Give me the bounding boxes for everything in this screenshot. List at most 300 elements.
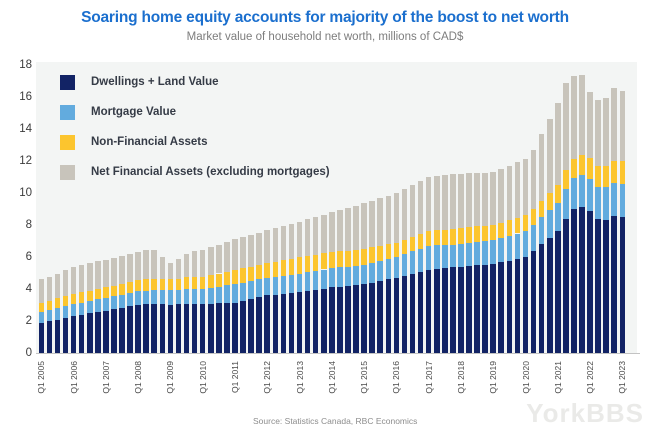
bar-segment-3	[394, 193, 400, 243]
bar-segment-2	[539, 201, 545, 218]
legend-item-mortgage	[60, 104, 380, 120]
bar-segment-2	[426, 231, 432, 245]
bar-segment-0	[151, 304, 157, 353]
bar-segment-3	[248, 235, 254, 266]
bar-segment-1	[305, 272, 311, 291]
bar-segment-1	[297, 274, 303, 292]
bar-segment-3	[321, 215, 327, 254]
bar-segment-2	[620, 161, 626, 184]
bar-segment-2	[563, 170, 569, 189]
bar-segment-0	[353, 285, 359, 353]
bar-segment-2	[95, 289, 101, 299]
bar-segment-2	[377, 246, 383, 261]
bar-segment-3	[151, 250, 157, 279]
bar-segment-1	[410, 251, 416, 273]
bar-segment-2	[103, 287, 109, 297]
bar-segment-2	[386, 244, 392, 259]
bar-segment-1	[160, 290, 166, 304]
bar-segment-0	[192, 304, 198, 353]
bar-segment-2	[507, 220, 513, 236]
bar-segment-0	[329, 287, 335, 353]
bar-segment-1	[394, 257, 400, 278]
bar-segment-2	[119, 284, 125, 295]
bar-segment-1	[119, 295, 125, 308]
bar-segment-2	[240, 268, 246, 282]
bar-segment-1	[256, 279, 262, 297]
bar-segment-0	[321, 289, 327, 353]
bar-segment-1	[482, 241, 488, 265]
bar-segment-1	[402, 254, 408, 276]
bar-segment-0	[232, 303, 238, 353]
legend-swatch-non-financial	[60, 135, 75, 150]
bar-segment-0	[490, 264, 496, 353]
bar-segment-2	[418, 234, 424, 248]
bar-segment-0	[474, 265, 480, 353]
bar-segment-1	[208, 288, 214, 304]
bar-segment-2	[523, 215, 529, 231]
bar-segment-3	[490, 172, 496, 225]
bar-segment-2	[345, 251, 351, 267]
bar-segment-3	[498, 169, 504, 223]
bar-segment-2	[184, 277, 190, 289]
bar-segment-1	[216, 287, 222, 304]
bar-segment-0	[248, 299, 254, 353]
bar-segment-2	[264, 263, 270, 277]
bar-segment-2	[176, 279, 182, 290]
bar-segment-1	[595, 187, 601, 220]
bar-segment-2	[547, 193, 553, 210]
legend	[60, 74, 380, 194]
bar-segment-2	[587, 158, 593, 179]
bar-segment-2	[482, 226, 488, 241]
legend-label: Mortgage Value	[91, 106, 176, 118]
bar-segment-3	[184, 254, 190, 278]
bar-segment-2	[55, 298, 61, 308]
bar-segment-3	[95, 261, 101, 289]
bar-segment-2	[39, 303, 45, 313]
bar-segment-3	[515, 162, 521, 217]
bar-segment-3	[305, 219, 311, 255]
bar-segment-3	[450, 174, 456, 228]
bar-segment-2	[603, 166, 609, 188]
bar-segment-2	[273, 262, 279, 277]
bar-segment-3	[603, 98, 609, 166]
bar-segment-0	[264, 295, 270, 353]
bar-segment-1	[87, 301, 93, 313]
watermark: YorkBBS	[526, 398, 644, 428]
bar-segment-2	[321, 253, 327, 269]
bar-segment-3	[313, 217, 319, 255]
bar-segment-3	[208, 247, 214, 275]
bar-segment-3	[297, 222, 303, 257]
bar-segment-3	[176, 259, 182, 278]
x-tick-label: Q1 2011	[229, 361, 240, 393]
bar-segment-1	[474, 242, 480, 265]
bar-segment-3	[256, 233, 262, 265]
bar-segment-3	[281, 226, 287, 260]
bar-segment-3	[273, 228, 279, 262]
bar-segment-1	[337, 267, 343, 286]
bar-segment-1	[200, 289, 206, 304]
x-tick-label: Q1 2014	[326, 361, 337, 394]
bar-segment-0	[240, 301, 246, 353]
bar-segment-0	[442, 268, 448, 353]
bar-segment-3	[289, 224, 295, 259]
bar-segment-0	[39, 323, 45, 353]
bar-segment-3	[337, 210, 343, 251]
bar-segment-0	[466, 266, 472, 353]
y-tick-label: 16	[19, 91, 32, 103]
legend-label: Dwellings + Land Value	[91, 76, 219, 88]
bar-segment-0	[402, 276, 408, 353]
bar-segment-3	[345, 208, 351, 251]
bar-segment-1	[345, 267, 351, 286]
bar-segment-1	[248, 281, 254, 299]
bar-segment-2	[200, 277, 206, 289]
bar-segment-2	[410, 237, 416, 251]
bar-segment-2	[434, 230, 440, 245]
bar-segment-3	[63, 270, 69, 296]
bar-segment-0	[531, 251, 537, 353]
bar-segment-2	[611, 161, 617, 183]
bar-segment-2	[256, 265, 262, 279]
bar-segment-3	[192, 251, 198, 278]
bar-segment-2	[47, 301, 53, 311]
bar-segment-2	[143, 279, 149, 290]
bar-segment-3	[434, 176, 440, 230]
bar-segment-2	[281, 260, 287, 276]
bar-segment-2	[353, 250, 359, 266]
bar-segment-3	[47, 277, 53, 301]
bar-segment-0	[216, 303, 222, 353]
x-tick-label: Q1 2017	[423, 361, 434, 394]
bar-segment-0	[119, 308, 125, 353]
bar-segment-0	[426, 270, 432, 353]
x-tick-label: Q1 2010	[197, 361, 208, 394]
legend-swatch-net-financial	[60, 165, 75, 180]
bar-segment-3	[587, 92, 593, 158]
bar-segment-2	[232, 270, 238, 284]
bar-segment-3	[55, 274, 61, 299]
bar-segment-3	[595, 100, 601, 166]
bar-segment-3	[539, 134, 545, 201]
bar-segment-3	[418, 181, 424, 234]
bar-segment-0	[410, 274, 416, 353]
bar-segment-0	[103, 311, 109, 353]
bar-segment-1	[313, 271, 319, 290]
bar-segment-2	[458, 228, 464, 244]
chart-title: Soaring home equity accounts for majority of the boost to net worth	[81, 9, 569, 26]
bar-segment-0	[256, 297, 262, 353]
bar-segment-1	[55, 308, 61, 319]
bar-segment-2	[498, 223, 504, 238]
bar-segment-1	[426, 246, 432, 270]
y-tick-label: 4	[25, 283, 32, 295]
bar-segment-1	[127, 293, 133, 306]
bar-segment-2	[329, 252, 335, 268]
x-tick-label: Q1 2018	[455, 361, 466, 394]
legend-swatch-mortgage	[60, 105, 75, 120]
bar-segment-2	[111, 286, 117, 297]
bar-segment-3	[611, 88, 617, 161]
bar-segment-1	[240, 283, 246, 301]
bar-segment-3	[103, 260, 109, 287]
legend-label: Net Financial Assets (excluding mortgages)	[91, 166, 330, 178]
bar-segment-1	[321, 270, 327, 289]
legend-item-non-financial	[60, 134, 380, 150]
bar-segment-1	[176, 290, 182, 304]
bar-segment-0	[369, 283, 375, 353]
bar-segment-2	[248, 267, 254, 281]
bar-segment-3	[264, 230, 270, 264]
x-tick-label: Q1 2015	[359, 361, 370, 394]
bar-segment-0	[208, 304, 214, 353]
x-tick-label: Q1 2019	[488, 361, 499, 394]
bar-segment-3	[127, 254, 133, 282]
bar-segment-0	[55, 320, 61, 353]
bar-segment-2	[450, 229, 456, 245]
bar-segment-0	[87, 313, 93, 353]
bar-segment-3	[386, 196, 392, 244]
bar-segment-2	[208, 275, 214, 288]
bar-segment-2	[160, 279, 166, 290]
bar-segment-2	[531, 209, 537, 225]
bar-segment-0	[337, 287, 343, 353]
bar-segment-1	[515, 234, 521, 259]
bar-segment-0	[515, 259, 521, 353]
bar-segment-0	[95, 312, 101, 353]
bar-segment-2	[313, 255, 319, 271]
bar-segment-2	[442, 230, 448, 245]
bar-segment-3	[71, 267, 77, 294]
bar-segment-1	[273, 277, 279, 295]
bar-segment-1	[563, 189, 569, 219]
bar-segment-0	[111, 309, 117, 353]
bar-segment-2	[369, 247, 375, 263]
bar-segment-0	[143, 304, 149, 353]
bar-segment-3	[555, 103, 561, 185]
bar-segment-1	[151, 290, 157, 304]
bar-segment-3	[458, 174, 464, 228]
bar-segment-2	[289, 259, 295, 275]
bar-segment-1	[547, 210, 553, 238]
bar-segment-2	[361, 249, 367, 265]
source-note: Source: Statistics Canada, RBC Economics	[253, 416, 418, 426]
bar-segment-3	[620, 91, 626, 161]
bar-segment-1	[555, 203, 561, 232]
bar-segment-2	[79, 292, 85, 302]
bar-segment-3	[168, 263, 174, 280]
bar-segment-2	[151, 279, 157, 290]
bar-segment-2	[571, 159, 577, 179]
bar-segment-0	[434, 269, 440, 353]
bar-segment-2	[127, 282, 133, 293]
bar-segment-0	[418, 272, 424, 353]
bar-segment-1	[39, 312, 45, 323]
bar-segment-0	[71, 316, 77, 353]
bar-segment-2	[394, 243, 400, 257]
bar-segment-1	[224, 285, 230, 303]
bar-segment-1	[418, 249, 424, 272]
y-tick-label: 14	[19, 123, 32, 135]
bar-segment-1	[620, 184, 626, 217]
bar-segment-3	[240, 237, 246, 268]
bar-segment-1	[264, 278, 270, 296]
x-axis-line	[36, 353, 640, 354]
legend-label: Non-Financial Assets	[91, 136, 208, 148]
y-tick-label: 12	[19, 155, 32, 167]
bar-segment-1	[490, 240, 496, 264]
x-tick-label: Q1 2008	[133, 361, 144, 394]
bar-segment-3	[119, 256, 125, 284]
bar-segment-1	[369, 263, 375, 283]
bar-segment-0	[224, 303, 230, 353]
x-tick-label: Q1 2006	[68, 361, 79, 394]
bar-segment-3	[507, 166, 513, 220]
x-tick-label: Q1 2005	[36, 361, 47, 394]
bar-segment-2	[71, 294, 77, 304]
bar-segment-2	[515, 218, 521, 234]
bar-segment-3	[426, 177, 432, 231]
bar-segment-1	[79, 303, 85, 315]
bar-segment-0	[200, 304, 206, 353]
bar-segment-3	[216, 245, 222, 273]
bar-segment-0	[539, 244, 545, 353]
bar-segment-0	[345, 286, 351, 353]
y-tick-label: 10	[19, 187, 32, 199]
bar-segment-3	[547, 119, 553, 193]
bar-segment-0	[555, 231, 561, 353]
bar-segment-1	[184, 289, 190, 304]
legend-item-net-financial	[60, 164, 380, 180]
bar-segment-0	[63, 318, 69, 353]
bar-segment-2	[135, 280, 141, 291]
bar-segment-1	[434, 245, 440, 269]
bar-segment-2	[474, 226, 480, 242]
bar-segment-0	[458, 267, 464, 353]
bar-segment-3	[160, 257, 166, 279]
bar-segment-1	[103, 298, 109, 311]
bar-segment-2	[297, 257, 303, 274]
bar-segment-2	[466, 227, 472, 243]
bar-segment-1	[377, 261, 383, 281]
x-tick-label: Q1 2007	[100, 361, 111, 394]
bar-segment-3	[466, 173, 472, 227]
bar-segment-3	[571, 76, 577, 158]
bar-segment-3	[224, 242, 230, 271]
bar-segment-0	[361, 284, 367, 353]
bar-segment-1	[329, 268, 335, 287]
bar-segment-0	[135, 305, 141, 353]
y-tick-label: 0	[25, 347, 32, 359]
bar-segment-3	[143, 250, 149, 279]
bar-segment-0	[595, 219, 601, 353]
bar-segment-3	[563, 83, 569, 170]
bar-segment-3	[79, 265, 85, 293]
bar-segment-2	[87, 291, 93, 301]
bar-segment-1	[135, 291, 141, 305]
bar-segment-1	[47, 310, 53, 321]
bar-segment-3	[410, 185, 416, 237]
bar-segment-1	[531, 225, 537, 251]
bar-segment-3	[579, 75, 585, 155]
bar-segment-1	[579, 175, 585, 206]
bar-segment-1	[281, 276, 287, 294]
y-tick-label: 2	[25, 315, 32, 327]
bar-segment-0	[297, 292, 303, 353]
x-tick-label: Q1 2012	[262, 361, 273, 394]
bar-segment-3	[474, 173, 480, 227]
bar-segment-1	[232, 284, 238, 302]
bar-segment-3	[377, 198, 383, 245]
bar-segment-1	[192, 289, 198, 304]
x-tick-label: Q1 2023	[617, 361, 628, 394]
bar-segment-0	[281, 294, 287, 353]
bar-segment-3	[482, 173, 488, 226]
bar-segment-1	[95, 299, 101, 312]
bar-segment-0	[620, 217, 626, 353]
bar-segment-1	[458, 244, 464, 266]
bar-segment-1	[289, 275, 295, 293]
bar-segment-1	[143, 291, 149, 305]
x-tick-label: Q1 2022	[585, 361, 596, 394]
bar-segment-1	[611, 183, 617, 216]
bar-segment-0	[127, 306, 133, 353]
bar-segment-1	[353, 266, 359, 285]
bar-segment-0	[160, 304, 166, 353]
bar-segment-2	[168, 279, 174, 290]
bar-segment-0	[313, 290, 319, 353]
bar-segment-3	[523, 159, 529, 215]
bar-segment-1	[442, 245, 448, 268]
bar-segment-0	[450, 267, 456, 353]
bar-segment-1	[466, 243, 472, 266]
x-tick-label: Q1 2020	[520, 361, 531, 394]
y-tick-label: 6	[25, 251, 32, 263]
legend-item-dwellings	[60, 74, 380, 90]
bar-segment-0	[498, 262, 504, 353]
x-tick-label: Q1 2013	[294, 361, 305, 394]
bar-segment-0	[587, 211, 593, 353]
bar-segment-3	[135, 252, 141, 280]
bar-segment-3	[353, 206, 359, 250]
bar-segment-0	[273, 295, 279, 353]
y-tick-label: 8	[25, 219, 32, 231]
bar-segment-0	[547, 238, 553, 353]
bar-segment-0	[47, 321, 53, 353]
bar-segment-0	[507, 261, 513, 353]
legend-swatch-dwellings	[60, 75, 75, 90]
bar-segment-3	[87, 263, 93, 291]
bar-segment-1	[507, 236, 513, 261]
bar-segment-3	[369, 201, 375, 248]
bar-segment-3	[442, 175, 448, 229]
bar-segment-2	[490, 225, 496, 240]
bar-segment-1	[587, 179, 593, 211]
bar-segment-3	[329, 212, 335, 252]
bar-segment-0	[482, 265, 488, 353]
bar-segment-0	[603, 220, 609, 353]
x-tick-label: Q1 2009	[165, 361, 176, 394]
bar-segment-0	[579, 207, 585, 353]
bar-segment-3	[232, 239, 238, 269]
bar-segment-1	[111, 296, 117, 309]
bar-segment-2	[192, 277, 198, 289]
bar-segment-0	[563, 219, 569, 353]
x-tick-label: Q1 2021	[552, 361, 563, 394]
y-tick-label: 18	[19, 59, 32, 71]
bar-segment-1	[539, 217, 545, 244]
